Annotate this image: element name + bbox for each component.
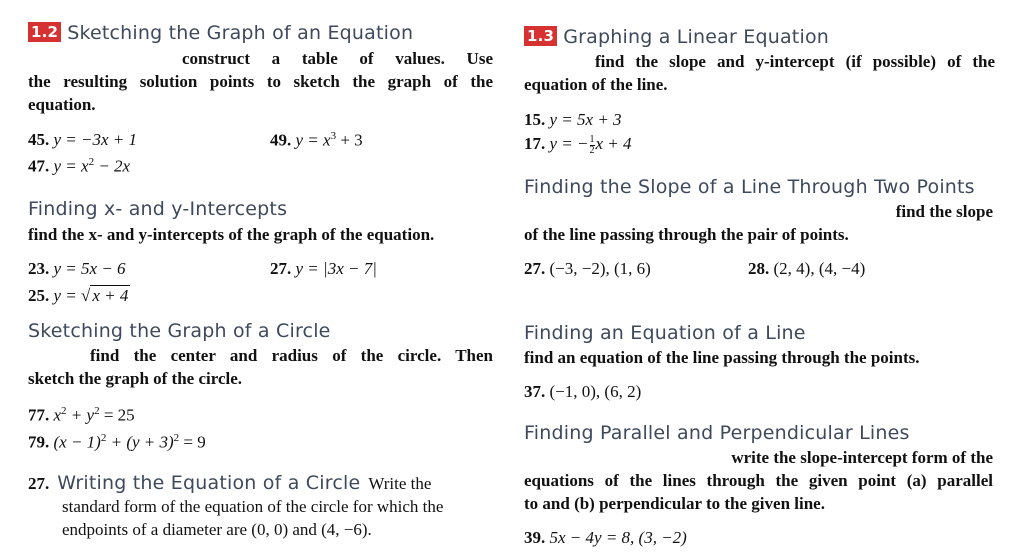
exercise-15: 15. y = 5x + 3: [524, 110, 622, 129]
instruction-text: equations of the lines through the given point (a) parallel: [524, 471, 993, 490]
exercise-23: 23. y = 5x − 6: [28, 259, 126, 278]
exercise-39: 39. 5x − 4y = 8, (3, −2): [524, 528, 687, 547]
exercise-77: 77. $x^2 + y^2 = 25$: [28, 405, 135, 425]
section-badge: 1.3: [524, 26, 557, 46]
exercise-28: 28. (2, 4), (4, −4): [748, 259, 866, 278]
exercise-27: 27. y = |3x − 7|: [270, 259, 377, 278]
instruction-text: find the slope and y-intercept (if possible) of the: [595, 52, 995, 71]
instruction-text: equation of the line.: [524, 75, 668, 94]
exercise-49: 49. $y = x^3 + 3$: [270, 130, 363, 150]
instruction-text: sketch the graph of the circle.: [28, 369, 243, 388]
exercise-25: 25. y = √ x + 4: [28, 286, 129, 305]
exercise-47: 47. $y = x^2 - 2x$: [28, 156, 131, 176]
instruction-text: the resulting solution points to sketch the graph of the: [28, 72, 493, 91]
instruction-text: find an equation of the line passing through the points.: [524, 348, 920, 367]
section-heading-1-2: 1.2 Sketching the Graph of an Equation: [28, 22, 413, 44]
instruction-text: of the line passing through the pair of points.: [524, 225, 849, 244]
instruction-text: write the slope-intercept form of the: [731, 448, 993, 467]
exercise-text: endpoints of a diameter are (0, 0) and (4, −6).: [62, 520, 372, 539]
section-heading-circle: Sketching the Graph of a Circle: [28, 320, 331, 342]
section-heading-parallel: Finding Parallel and Perpendicular Lines: [524, 422, 910, 444]
instruction-text: find the center and radius of the circle. Then: [90, 346, 493, 365]
instruction-text: equation.: [28, 95, 96, 114]
section-heading-1-3: 1.3 Graphing a Linear Equation: [524, 26, 829, 48]
exercise-17: 17. y = − $\frac{1}{2}$ x + 4: [524, 133, 632, 156]
exercise-text: standard form of the equation of the circle for which the: [62, 497, 444, 516]
exercise-27-circle: 27. Writing the Equation of a Circle Write the: [28, 472, 432, 494]
exercise-45: 45. y = −3x + 1: [28, 130, 138, 149]
instruction-text: find the slope: [895, 202, 993, 221]
exercise-79: 79. $(x - 1)^2 + (y + 3)^2 = 9$: [28, 432, 206, 452]
instruction-text: construct a table of values. Use: [182, 49, 493, 68]
section-heading-slope: Finding the Slope of a Line Through Two Points: [524, 176, 975, 198]
instruction-text: to and (b) perpendicular to the given line.: [524, 494, 825, 513]
fraction: $\frac{1}{2}$: [589, 133, 595, 156]
section-heading-equation-line: Finding an Equation of a Line: [524, 322, 806, 344]
instruction-text: find the x- and y-intercepts of the graph of the equation.: [28, 225, 435, 244]
section-badge: 1.2: [28, 22, 61, 42]
exercise-27: 27. (−3, −2), (1, 6): [524, 259, 651, 278]
section-heading-intercepts: Finding x- and y-Intercepts: [28, 198, 288, 220]
exercise-37: 37. (−1, 0), (6, 2): [524, 382, 642, 401]
